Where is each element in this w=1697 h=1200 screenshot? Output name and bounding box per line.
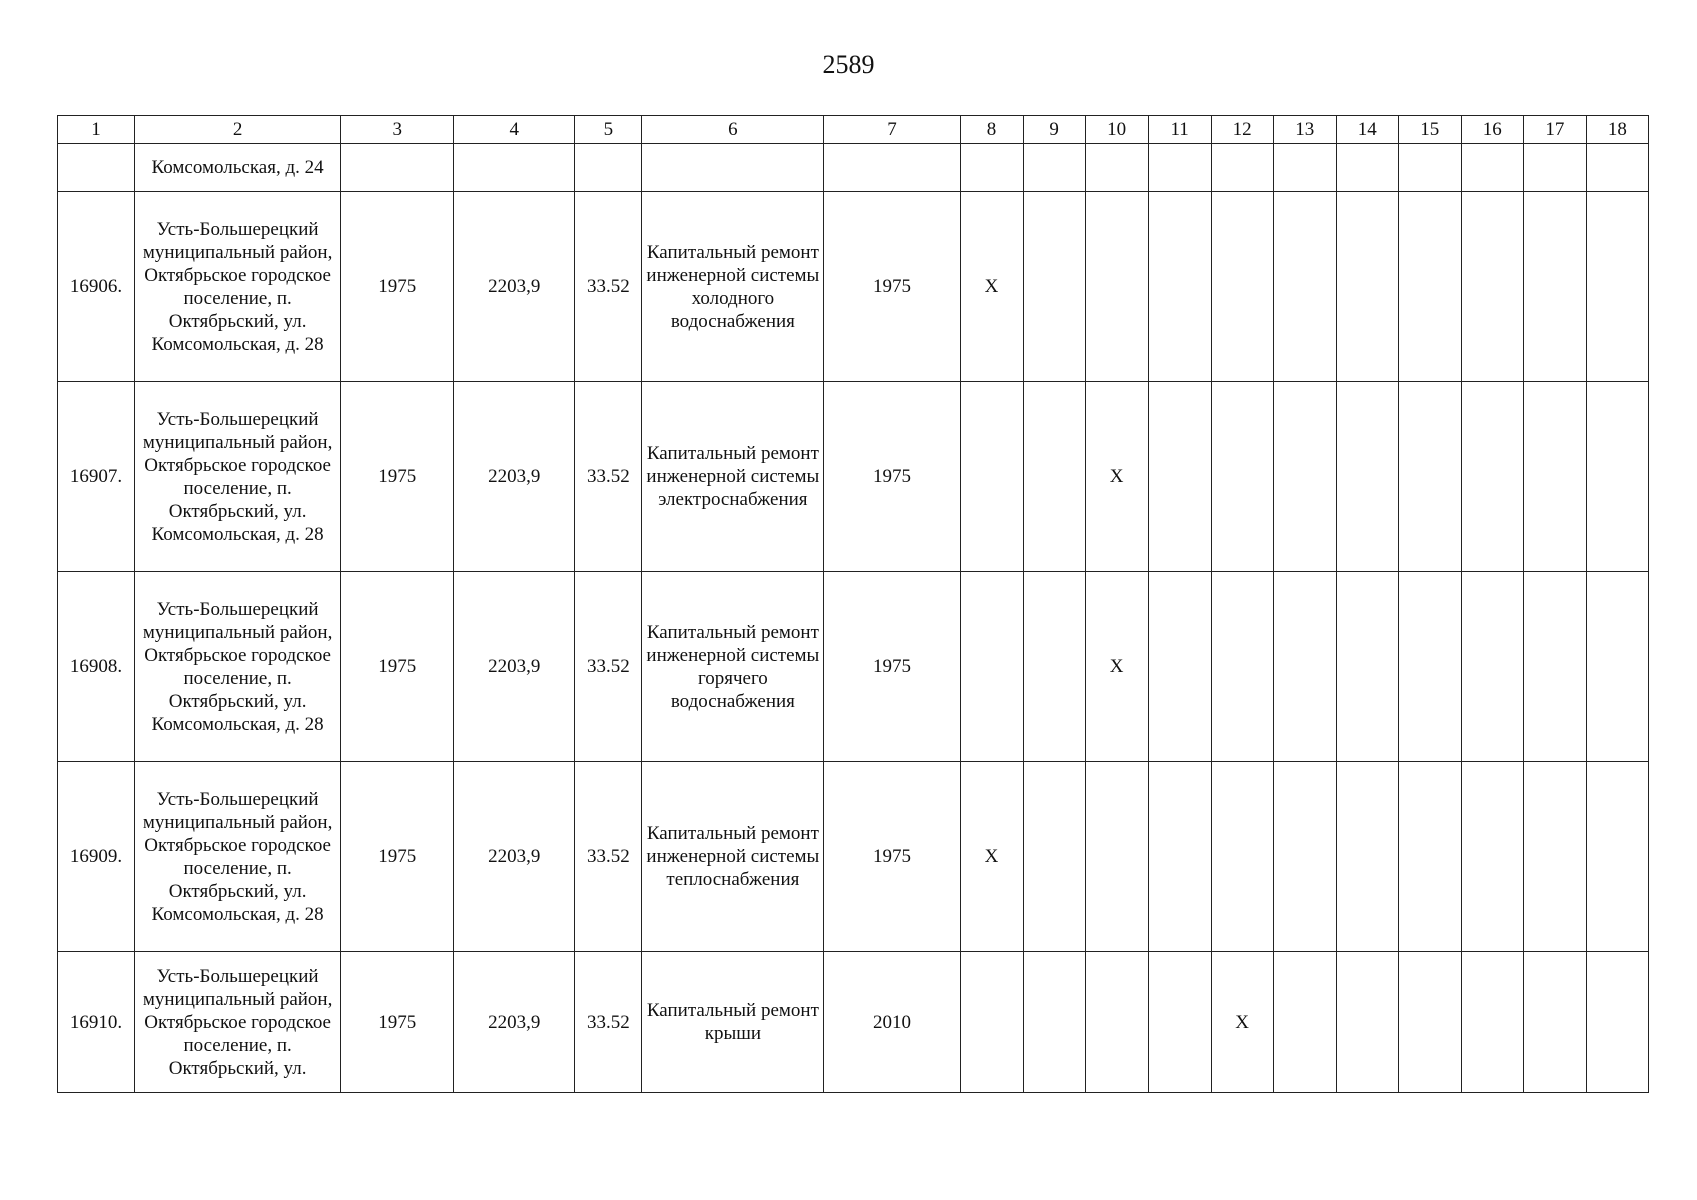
mark-cell: X (960, 192, 1023, 382)
table-cell (1586, 144, 1648, 192)
mark-cell (1211, 762, 1273, 952)
column-header: 13 (1273, 116, 1336, 144)
year-cell: 1975 (824, 762, 960, 952)
table-cell (1523, 144, 1586, 192)
mark-cell (1523, 572, 1586, 762)
column-header: 8 (960, 116, 1023, 144)
mark-cell (960, 952, 1023, 1093)
cost-cell: 33.52 (575, 952, 642, 1093)
table-row (58, 762, 1649, 952)
year-built-cell: 1975 (341, 572, 454, 762)
column-header: 2 (135, 116, 341, 144)
table-cell (824, 144, 960, 192)
work-type-cell: Капитальный ремонт инженерной системы холодного водоснабжения (642, 192, 824, 382)
row-number-cell: 16910. (58, 952, 135, 1093)
address-cell: Усть-Большерецкий муниципальный район, Октябрьское городское поселение, п. Октябрьский, ул. (135, 952, 341, 1093)
mark-cell (1461, 192, 1523, 382)
column-header: 14 (1336, 116, 1398, 144)
area-cell: 2203,9 (454, 382, 575, 572)
table-cell (1023, 144, 1085, 192)
table-cell (1211, 144, 1273, 192)
mark-cell (1023, 572, 1085, 762)
column-header: 10 (1085, 116, 1148, 144)
table-cell (1085, 144, 1148, 192)
column-header: 5 (575, 116, 642, 144)
column-header: 3 (341, 116, 454, 144)
area-cell: 2203,9 (454, 952, 575, 1093)
mark-cell (1273, 382, 1336, 572)
area-cell: 2203,9 (454, 572, 575, 762)
mark-cell (1586, 762, 1648, 952)
cost-cell: 33.52 (575, 762, 642, 952)
mark-cell (1586, 192, 1648, 382)
work-type-cell: Капитальный ремонт крыши (642, 952, 824, 1093)
mark-cell (1586, 382, 1648, 572)
mark-cell (1586, 572, 1648, 762)
mark-cell (1023, 192, 1085, 382)
mark-cell (1336, 572, 1398, 762)
mark-cell (1273, 192, 1336, 382)
address-cell: Усть-Большерецкий муниципальный район, Октябрьское городское поселение, п. Октябрьский, ул. Комсомольская, д. 28 (135, 382, 341, 572)
mark-cell (1023, 382, 1085, 572)
mark-cell: X (1085, 572, 1148, 762)
continuation-row (58, 144, 1649, 192)
mark-cell (1023, 952, 1085, 1093)
mark-cell (1085, 192, 1148, 382)
mark-cell (1461, 762, 1523, 952)
page-number: 2589 (822, 50, 875, 79)
mark-cell (1148, 382, 1211, 572)
column-header: 18 (1586, 116, 1648, 144)
mark-cell (1148, 762, 1211, 952)
mark-cell (1461, 572, 1523, 762)
mark-cell (1336, 382, 1398, 572)
mark-cell (1523, 382, 1586, 572)
mark-cell (1523, 952, 1586, 1093)
mark-cell (1085, 762, 1148, 952)
year-cell: 1975 (824, 382, 960, 572)
mark-cell (1148, 952, 1211, 1093)
mark-cell (1461, 382, 1523, 572)
column-header: 17 (1523, 116, 1586, 144)
mark-cell (1398, 952, 1461, 1093)
column-header: 15 (1398, 116, 1461, 144)
column-header: 1 (58, 116, 135, 144)
table-cell (58, 144, 135, 192)
cost-cell: 33.52 (575, 192, 642, 382)
year-cell: 1975 (824, 192, 960, 382)
address-cell: Комсомольская, д. 24 (135, 144, 341, 192)
mark-cell (1398, 192, 1461, 382)
year-built-cell: 1975 (341, 762, 454, 952)
table-row (58, 572, 1649, 762)
row-number-cell: 16909. (58, 762, 135, 952)
mark-cell (1398, 762, 1461, 952)
mark-cell (1273, 572, 1336, 762)
mark-cell (1336, 762, 1398, 952)
column-header: 9 (1023, 116, 1085, 144)
mark-cell (1085, 952, 1148, 1093)
address-cell: Усть-Большерецкий муниципальный район, Октябрьское городское поселение, п. Октябрьский, ул. Комсомольская, д. 28 (135, 762, 341, 952)
address-cell: Усть-Большерецкий муниципальный район, Октябрьское городское поселение, п. Октябрьский, ул. Комсомольская, д. 28 (135, 572, 341, 762)
table-cell (1273, 144, 1336, 192)
column-header: 16 (1461, 116, 1523, 144)
table-cell (1148, 144, 1211, 192)
mark-cell (1148, 192, 1211, 382)
table-row (58, 382, 1649, 572)
table-row (58, 952, 1649, 1093)
table-cell (642, 144, 824, 192)
mark-cell (1398, 382, 1461, 572)
repair-register-table (57, 115, 1649, 1093)
mark-cell (1148, 572, 1211, 762)
table-cell (1461, 144, 1523, 192)
table-cell (960, 144, 1023, 192)
mark-cell (1273, 762, 1336, 952)
work-type-cell: Капитальный ремонт инженерной системы теплоснабжения (642, 762, 824, 952)
table-cell (1336, 144, 1398, 192)
address-cell: Усть-Большерецкий муниципальный район, Октябрьское городское поселение, п. Октябрьский, ул. Комсомольская, д. 28 (135, 192, 341, 382)
row-number-cell: 16907. (58, 382, 135, 572)
table-cell (454, 144, 575, 192)
year-built-cell: 1975 (341, 382, 454, 572)
row-number-cell: 16906. (58, 192, 135, 382)
table-cell (341, 144, 454, 192)
mark-cell (1586, 952, 1648, 1093)
mark-cell (1273, 952, 1336, 1093)
row-number-cell: 16908. (58, 572, 135, 762)
mark-cell (1023, 762, 1085, 952)
table-cell (575, 144, 642, 192)
year-built-cell: 1975 (341, 192, 454, 382)
mark-cell (1211, 382, 1273, 572)
work-type-cell: Капитальный ремонт инженерной системы электроснабжения (642, 382, 824, 572)
mark-cell: X (1085, 382, 1148, 572)
mark-cell (1461, 952, 1523, 1093)
year-cell: 2010 (824, 952, 960, 1093)
mark-cell (1211, 572, 1273, 762)
column-header: 6 (642, 116, 824, 144)
mark-cell (960, 572, 1023, 762)
mark-cell (960, 382, 1023, 572)
mark-cell (1523, 762, 1586, 952)
column-number-row (58, 116, 1649, 144)
column-header: 4 (454, 116, 575, 144)
area-cell: 2203,9 (454, 762, 575, 952)
work-type-cell: Капитальный ремонт инженерной системы горячего водоснабжения (642, 572, 824, 762)
year-cell: 1975 (824, 572, 960, 762)
column-header: 7 (824, 116, 960, 144)
mark-cell (1336, 192, 1398, 382)
area-cell: 2203,9 (454, 192, 575, 382)
column-header: 12 (1211, 116, 1273, 144)
cost-cell: 33.52 (575, 382, 642, 572)
cost-cell: 33.52 (575, 572, 642, 762)
mark-cell (1336, 952, 1398, 1093)
mark-cell (1398, 572, 1461, 762)
mark-cell: X (1211, 952, 1273, 1093)
table-cell (1398, 144, 1461, 192)
table-row (58, 192, 1649, 382)
mark-cell: X (960, 762, 1023, 952)
mark-cell (1211, 192, 1273, 382)
year-built-cell: 1975 (341, 952, 454, 1093)
mark-cell (1523, 192, 1586, 382)
column-header: 11 (1148, 116, 1211, 144)
